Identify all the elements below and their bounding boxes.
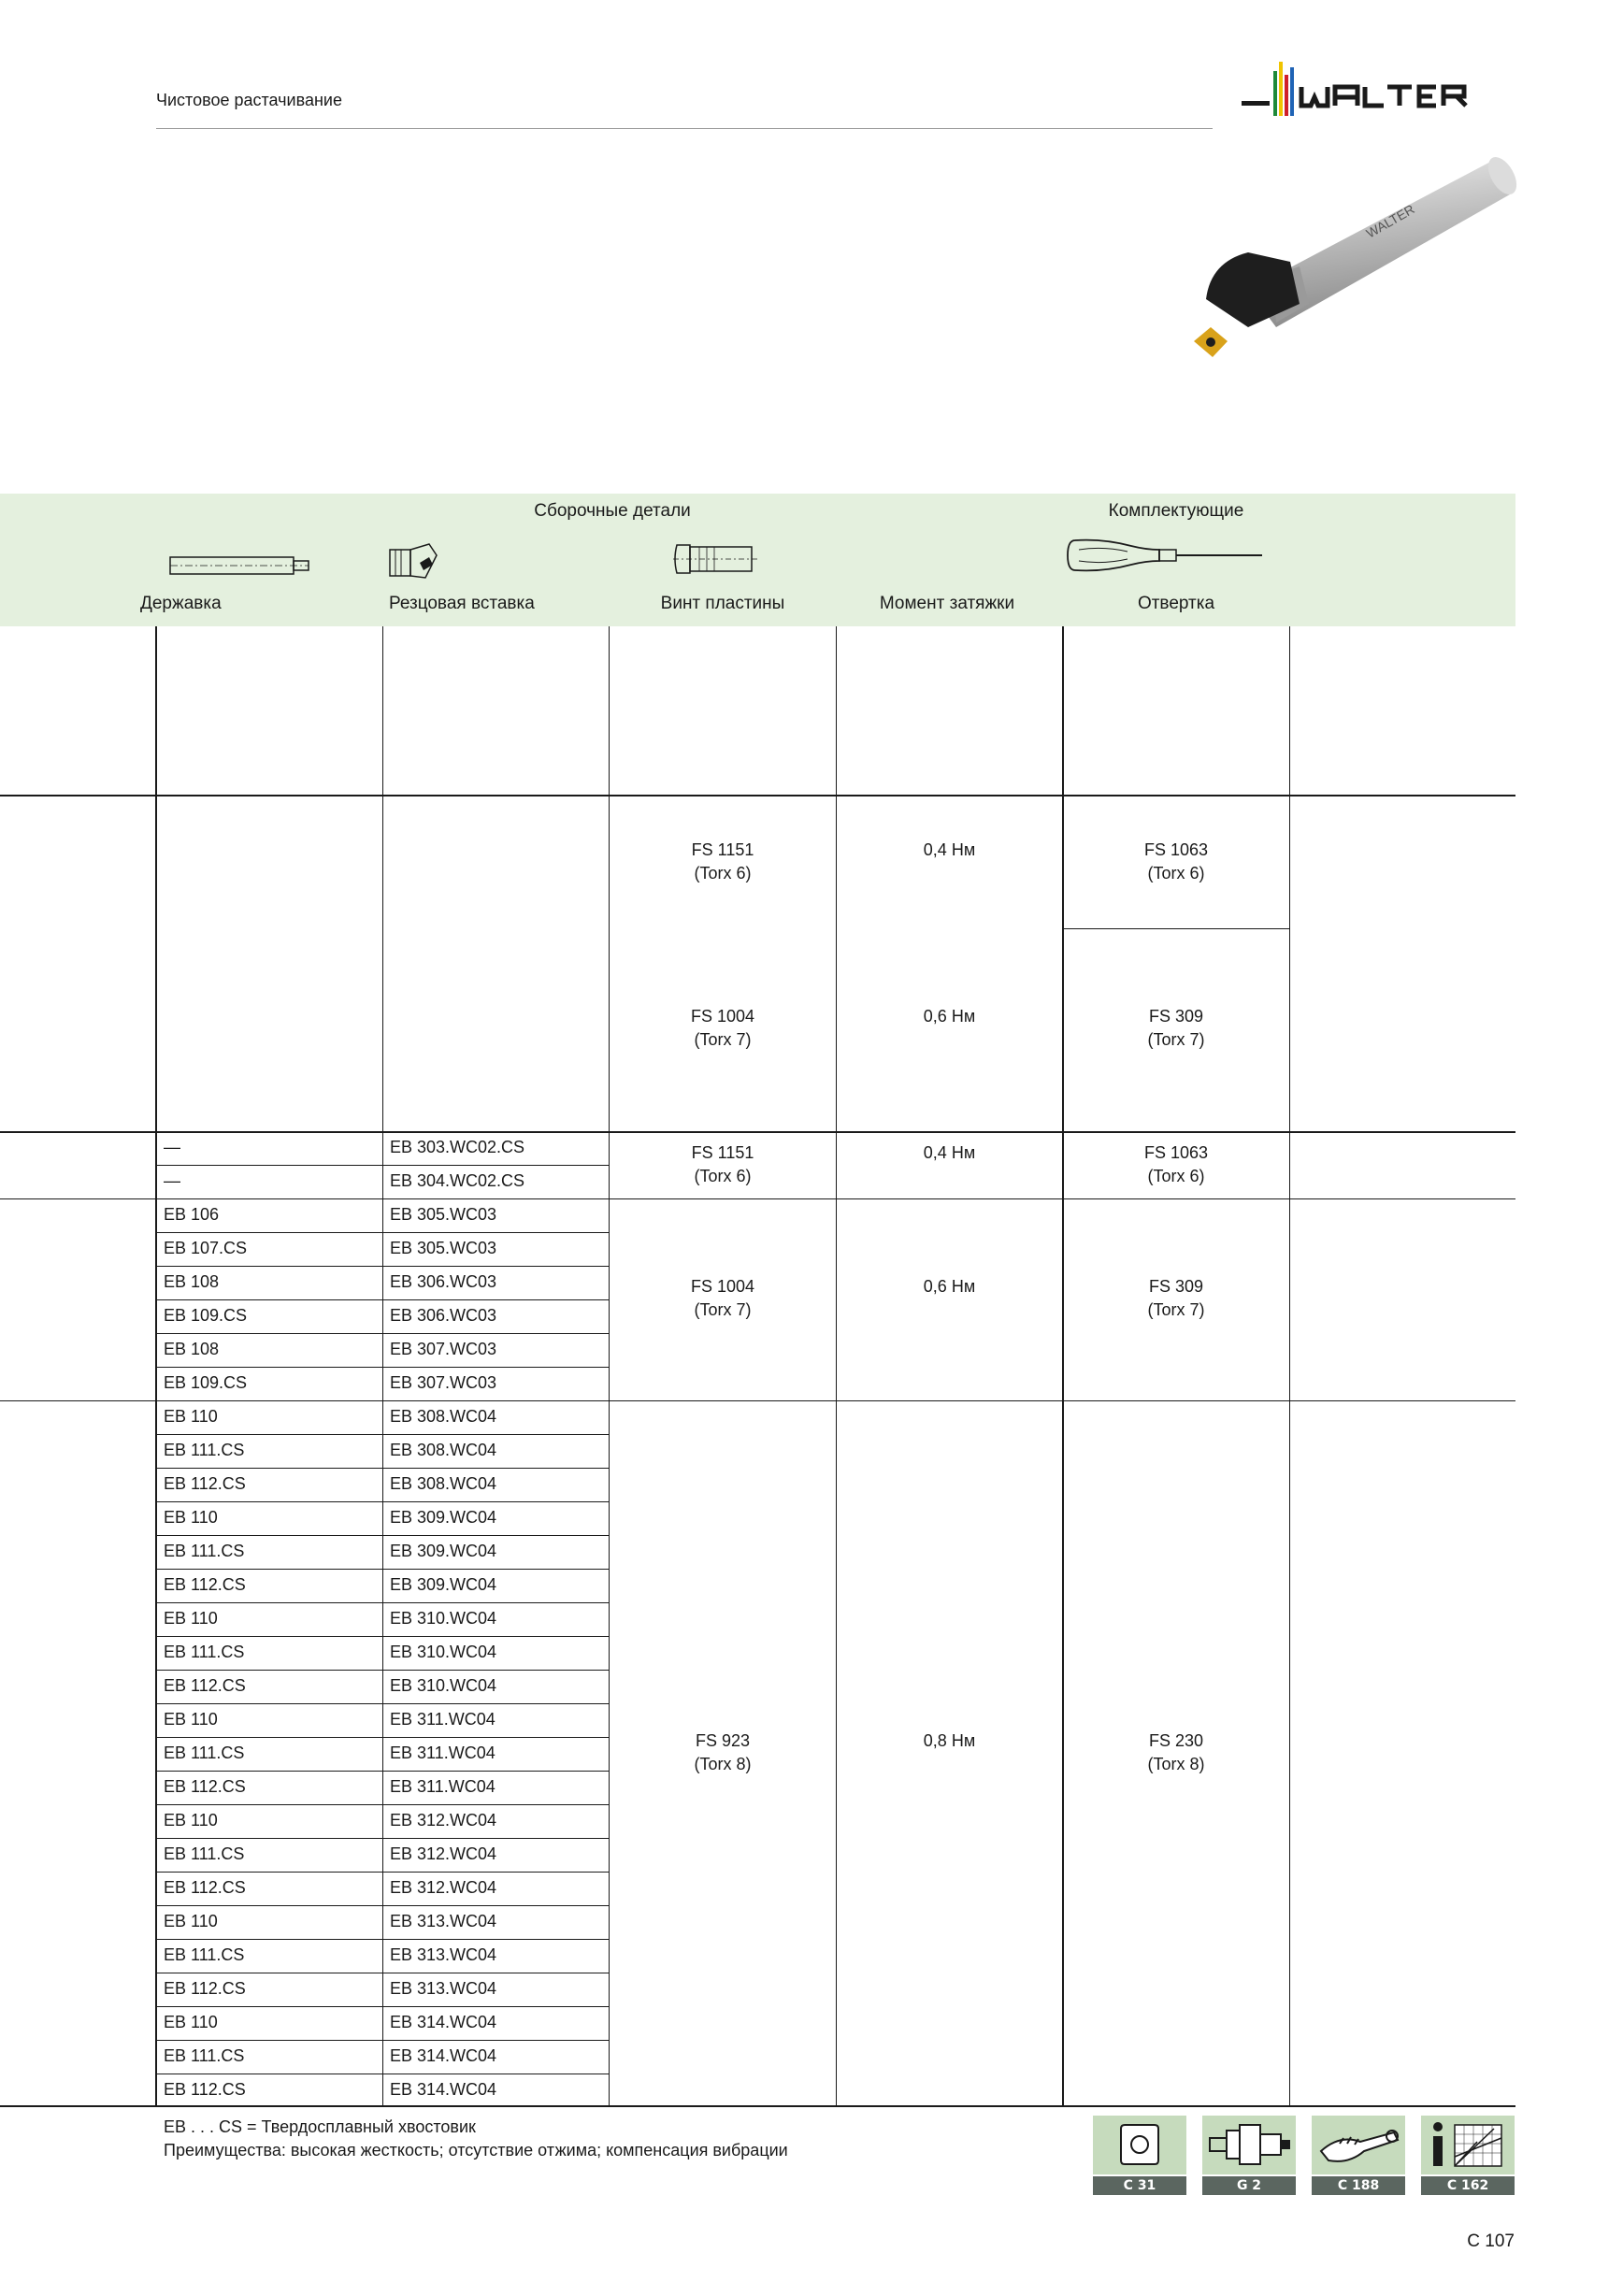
torque-cell: 0,6 Нм	[923, 1007, 976, 1026]
screw-cell: FS 1004 (Torx 7)	[690, 1277, 755, 1319]
row-divider	[155, 1299, 609, 1300]
holder-cell: EB 107.CS	[164, 1239, 248, 1257]
column-divider	[1289, 626, 1290, 2105]
section-divider	[0, 2105, 1515, 2107]
row-divider	[155, 1905, 609, 1906]
row-divider	[155, 1838, 609, 1839]
insert-cell: EB 310.WC04	[390, 1609, 497, 1628]
holder-cell: EB 108	[164, 1340, 220, 1358]
footnote-advantages: Преимущества: высокая жесткость; отсутствие отжима; компенсация вибрации	[164, 2141, 788, 2160]
driver-cell: FS 230 (Torx 8)	[1147, 1731, 1205, 1773]
row-divider	[155, 1703, 609, 1704]
holder-cell: —	[164, 1171, 180, 1190]
row-divider	[155, 1535, 609, 1536]
holder-cell: EB 112.CS	[164, 1676, 246, 1695]
row-divider	[155, 1367, 609, 1368]
svg-text:WALTER: WALTER	[1363, 201, 1417, 241]
holder-cell: EB 109.CS	[164, 1373, 248, 1392]
column-header-insert: Резцовая вставка	[389, 594, 535, 613]
torque-cell: 0,8 Нм	[923, 1731, 976, 1750]
holder-cell: EB 110	[164, 1710, 218, 1729]
insert-cell: EB 314.WC04	[390, 2013, 497, 2031]
reference-tile-c31[interactable]: C 31	[1093, 2116, 1186, 2195]
holder-cell: EB 111.CS	[164, 2046, 245, 2065]
insert-cell: EB 310.WC04	[390, 1643, 497, 1661]
column-divider	[155, 626, 157, 2105]
screw-cell: FS 1151 (Torx 6)	[691, 1143, 754, 1185]
reference-tile-g2[interactable]: G 2	[1202, 2116, 1296, 2195]
row-divider	[155, 2040, 609, 2041]
driver-cell: FS 1063 (Torx 6)	[1143, 1143, 1209, 1185]
screwdriver-icon	[1066, 533, 1271, 584]
row-divider	[155, 1569, 609, 1570]
boring-bar-image	[1136, 150, 1529, 383]
holder-cell: EB 110	[164, 1508, 218, 1527]
page-number: C 107	[1467, 2231, 1515, 2251]
holder-cell: EB 110	[164, 1407, 218, 1426]
holder-cell: EB 111.CS	[164, 1542, 245, 1560]
section-divider	[0, 1400, 1515, 1401]
holder-cell: EB 110	[164, 1811, 218, 1830]
row-divider	[155, 1434, 609, 1435]
row-divider	[155, 1602, 609, 1603]
row-divider	[155, 1804, 609, 1805]
column-divider	[382, 626, 383, 2105]
row-divider	[155, 1636, 609, 1637]
page-title: Чистовое растачивание	[156, 91, 342, 109]
insert-cell: EB 309.WC04	[390, 1575, 497, 1594]
screw-cell: FS 923 (Torx 8)	[694, 1731, 752, 1773]
driver-cell: FS 309 (Torx 7)	[1147, 1007, 1205, 1049]
driver-cell: FS 309 (Torx 7)	[1147, 1277, 1205, 1319]
insert-cell: EB 308.WC04	[390, 1474, 497, 1493]
holder-cell: EB 111.CS	[164, 1441, 245, 1459]
holder-cell: EB 108	[164, 1272, 220, 1291]
header-divider	[156, 128, 1213, 129]
reference-tile-c188[interactable]: C 188	[1312, 2116, 1405, 2195]
insert-cell: EB 303.WC02.CS	[390, 1138, 525, 1156]
group-header-assembly: Сборочные детали	[534, 501, 691, 521]
section-divider	[0, 795, 1515, 796]
driver-cell: FS 1063 (Torx 6)	[1143, 840, 1209, 883]
row-divider	[155, 1165, 609, 1166]
insert-cell: EB 306.WC03	[390, 1306, 497, 1325]
boring-head-icon	[388, 542, 444, 588]
insert-cell: EB 308.WC04	[390, 1441, 497, 1459]
torque-cell: 0,4 Нм	[923, 1143, 976, 1162]
screw-cell: FS 1004 (Torx 7)	[690, 1007, 755, 1049]
insert-cell: EB 305.WC03	[390, 1205, 497, 1224]
holder-cell: EB 110	[164, 1609, 218, 1628]
insert-cell: EB 311.WC04	[390, 1744, 496, 1762]
row-divider	[155, 1232, 609, 1233]
walter-logo	[1242, 62, 1522, 120]
holder-cell: EB 111.CS	[164, 1844, 245, 1863]
holder-cell: EB 110	[164, 2013, 218, 2031]
column-header-driver: Отвертка	[1137, 594, 1215, 613]
torque-cell: 0,4 Нм	[923, 840, 976, 859]
row-divider	[155, 1939, 609, 1940]
row-divider	[155, 1872, 609, 1873]
insert-cell: EB 310.WC04	[390, 1676, 497, 1695]
section-divider	[0, 1131, 1515, 1133]
insert-cell: EB 309.WC04	[390, 1542, 497, 1560]
reference-tile-c162[interactable]: C 162	[1421, 2116, 1515, 2195]
screw-icon	[671, 536, 765, 587]
screw-cell: FS 1151 (Torx 6)	[691, 840, 754, 883]
insert-cell: EB 307.WC03	[390, 1340, 497, 1358]
holder-cell: EB 112.CS	[164, 1878, 246, 1897]
footnote-cs: EB . . . CS = Твердосплавный хвостовик	[164, 2117, 476, 2136]
holder-cell: EB 111.CS	[164, 1643, 245, 1661]
column-header-torque: Момент затяжки	[879, 594, 1015, 613]
holder-cell: EB 112.CS	[164, 2080, 246, 2099]
insert-cell: EB 311.WC04	[390, 1710, 496, 1729]
row-divider	[155, 1737, 609, 1738]
insert-cell: EB 305.WC03	[390, 1239, 497, 1257]
row-divider	[155, 1670, 609, 1671]
row-divider	[155, 1468, 609, 1469]
row-divider	[155, 2006, 609, 2007]
insert-cell: EB 312.WC04	[390, 1844, 497, 1863]
holder-cell: EB 112.CS	[164, 1474, 246, 1493]
row-divider	[155, 1333, 609, 1334]
holder-cell: EB 109.CS	[164, 1306, 248, 1325]
holder-cell: EB 106	[164, 1205, 220, 1224]
insert-cell: EB 307.WC03	[390, 1373, 497, 1392]
insert-cell: EB 306.WC03	[390, 1272, 497, 1291]
section-divider	[0, 1198, 1515, 1199]
holder-cell: EB 112.CS	[164, 1777, 246, 1796]
holder-cell: EB 111.CS	[164, 1744, 245, 1762]
tool-holder-icon	[1202, 2116, 1296, 2174]
insert-cell: EB 311.WC04	[390, 1777, 496, 1796]
holder-cell: EB 110	[164, 1912, 218, 1930]
insert-cell: EB 312.WC04	[390, 1811, 497, 1830]
torque-cell: 0,6 Нм	[923, 1277, 976, 1296]
holder-cell: —	[164, 1138, 180, 1156]
holder-icon	[166, 552, 312, 584]
row-divider	[155, 1501, 609, 1502]
insert-icon	[1093, 2116, 1186, 2174]
insert-cell: EB 312.WC04	[390, 1878, 497, 1897]
insert-cell: EB 304.WC02.CS	[390, 1171, 525, 1190]
insert-cell: EB 314.WC04	[390, 2080, 497, 2099]
column-header-holder: Державка	[140, 594, 222, 613]
holder-cell: EB 112.CS	[164, 1575, 246, 1594]
insert-cell: EB 313.WC04	[390, 1912, 497, 1930]
column-header-screw: Винт пластины	[660, 594, 785, 613]
row-divider	[155, 1771, 609, 1772]
info-chart-icon	[1421, 2116, 1515, 2174]
row-divider	[1062, 928, 1290, 929]
insert-cell: EB 313.WC04	[390, 1979, 497, 1998]
insert-cell: EB 309.WC04	[390, 1508, 497, 1527]
group-header-accessories: Комплектующие	[1108, 501, 1244, 521]
wrench-hand-icon	[1312, 2116, 1405, 2174]
insert-cell: EB 313.WC04	[390, 1945, 497, 1964]
holder-cell: EB 111.CS	[164, 1945, 245, 1964]
insert-cell: EB 308.WC04	[390, 1407, 497, 1426]
row-divider	[155, 1266, 609, 1267]
holder-cell: EB 112.CS	[164, 1979, 246, 1998]
insert-cell: EB 314.WC04	[390, 2046, 497, 2065]
